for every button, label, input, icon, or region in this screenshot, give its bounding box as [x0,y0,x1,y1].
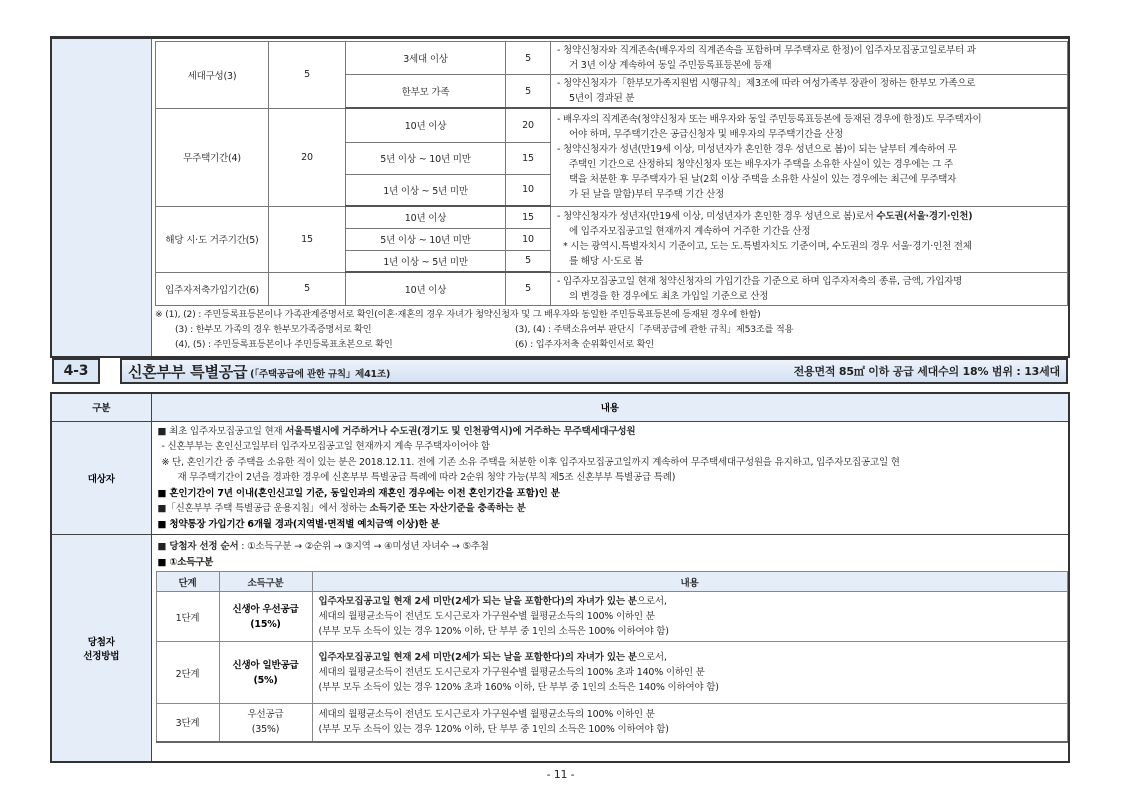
condition: 10년 이상 [346,206,506,228]
footnote: (4), (5) : 주민등록표등본이나 주민등록표초본으로 확인 [175,338,393,350]
section-title-bar [120,358,1068,384]
section-supply-info: 전용면적 85㎡ 이하 공급 세대수의 18% 범위 : 13세대 [793,365,1060,378]
section-subtitle: (「주택공급에 관한 규칙」제41조) [250,368,391,380]
category-column [52,39,152,356]
stage: 2단계 [156,642,219,704]
line: ■ 혼인기간이 7년 이내(혼인신고일 기준, 동일인과의 재혼인 경우에는 이전 혼인기간을 포함)인 분 [157,487,560,499]
label-line: 선정방법 [83,650,120,662]
section-header [52,358,1068,384]
desc-text: - 청약신청자가 성년자(만19세 이상, 미성년자가 혼인한 경우 성년으로 봄)로서 [557,211,877,222]
income-type [219,592,312,642]
row-content [312,592,1067,642]
row-score: 20 [269,108,346,206]
line: 세대의 월평균소득이 전년도 도시근로자 가구원수별 월평균소득의 100% 초과 140% 이하인 분 [318,667,705,678]
scoring-criteria-box [50,36,1070,358]
desc-line: 5년이 경과된 분 [569,93,635,104]
selection-label [51,535,151,762]
header-category: 구분 [51,393,151,421]
line [158,501,1063,517]
page-number: - 11 - [546,768,575,781]
line: (부부 모두 소득이 있는 경우 120% 이하, 단 부부 중 1인의 소득은 100% 이하여야 함) [318,724,669,736]
line [158,424,1063,440]
line: ※ 단, 혼인기간 중 주택을 소유한 적이 있는 분은 2018.12.11. 전에 기존 소유 주택을 처분한 이후 입주자모집공고일까지 계속하여 무주택세대구성원을 유지하고, 입주자모집공고일 현 [161,456,900,468]
line: 세대의 월평균소득이 전년도 도시근로자 가구원수별 월평균소득의 100% 이하인 분 [318,611,655,622]
text: : ①소득구분 → ②순위 → ③지역 → ④미성년 자녀수 → ⑤추첨 [238,541,489,552]
stage: 3단계 [156,704,219,742]
line [154,539,1067,555]
points: 10 [506,228,551,250]
row-label: 해당 시·도 거주기간(5) [156,206,269,272]
label-line: 당첨자 [87,636,115,648]
description [551,108,1068,206]
scoring-content [152,39,1068,356]
income-type [219,642,312,704]
points: 20 [506,108,551,142]
row-score: 15 [269,206,346,272]
eligibility-content [151,421,1069,535]
condition: 10년 이상 [346,108,506,142]
desc-line: - 배우자의 직계존속(청약신청자 또는 배우자와 동일 주민등록표등본에 등재된 경우에 한정)도 무주택자이 [557,114,982,126]
line: ■ 청약통장 가입기간 6개월 경과(지역별·면적별 예치금액 이상)한 분 [157,518,440,530]
selection-content [151,535,1069,762]
col-header: 단계 [156,572,219,592]
text: 으로서, [636,596,667,607]
desc-line: - 청약신청자와 직계존속(배우자의 직계존속을 포함하며 무주택자로 한정)이 입주자모집공고일로부터 과 [557,45,976,56]
table-row [156,642,1067,704]
newlywed-table [50,392,1070,763]
line: - 신혼부부는 혼인신고일부터 입주자모집공고일 현재까지 계속 무주택자이어야 함 [161,441,490,452]
condition: 한부모 가족 [346,75,506,109]
line: ■ ①소득구분 [157,557,214,568]
desc-line: * 시는 광역시.특별자치시 기준이고, 도는 도.특별자치도 기준이며, 수도권의 경우 서울·경기·인천 전체 [563,241,972,252]
row-content [312,642,1067,704]
stage: 1단계 [156,592,219,642]
row-label: 세대구성(3) [156,42,269,109]
row-score: 5 [269,42,346,109]
type-name: 신생아 일반공급 [232,659,299,671]
condition: 5년 이상 ~ 10년 미만 [346,142,506,174]
desc-line: 가 된 날을 말함)부터 무주택 기간 산정 [569,189,725,201]
desc-line: 에 입주자모집공고일 현재까지 계속하여 거주한 기간을 산정 [569,226,811,237]
points: 5 [506,42,551,75]
type-name: 신생아 우선공급 [232,603,299,615]
condition: 1년 이상 ~ 5년 미만 [346,174,506,206]
condition: 3세대 이상 [346,42,506,75]
table-row [156,704,1067,742]
income-type [219,704,312,742]
points: 15 [506,206,551,228]
bold-text: 입주자모집공고일 현재 2세 미만(2세가 되는 날을 포함한다)의 자녀가 있는 분 [318,652,637,663]
desc-line: 거 3년 이상 계속하여 동일 주민등록표등본에 등재 [569,60,772,71]
desc-line: 를 해당 시·도로 봄 [569,256,644,267]
type-percent: (5%) [253,674,278,686]
desc-line: 의 변경을 한 경우에도 최초 가입일 기준으로 산정 [569,290,769,302]
footnote: (6) : 입주자저축 순위확인서로 확인 [515,338,654,350]
desc-line: 택을 처분한 후 무주택자가 된 날(2회 이상 주택을 소유한 사실이 있는 경우에는 최근에 무주택자 [569,174,957,186]
line: 재 무주택기간이 2년을 경과한 경우에 신혼부부 특별공급 특례에 따라 2순위 청약 가능(부칙 제5조 신혼부부 특별공급 특례) [177,472,676,483]
desc-line: - 청약신청자가 성년(만19세 이상, 미성년자가 혼인한 경우 성년으로 봄)이 되는 날부터 계속하여 무 [557,144,957,156]
description [551,42,1068,75]
bold-text: 서울특별시에 거주하거나 수도권(경기도 및 인천광역시)에 거주하는 무주택세대구성원 [285,425,636,437]
points: 5 [506,250,551,272]
text: ■「신혼부부 주택 특별공급 운용지침」에서 정하는 [157,503,370,514]
points: 15 [506,142,551,174]
bold-text: ■ 당첨자 선정 순서 [157,541,239,552]
points: 10 [506,174,551,206]
description [551,75,1068,109]
desc-line: - 입주자모집공고일 현재 청약신청자의 가입기간을 기준으로 하며 입주자저축의 종류, 금액, 가입자명 [557,275,963,287]
eligibility-label: 대상자 [51,421,151,535]
description [551,272,1068,305]
description [551,206,1068,272]
row-label: 입주자저축가입기간(6) [156,272,269,305]
col-header: 소득구분 [219,572,312,592]
line: (부부 모두 소득이 있는 경우 120% 이하, 단 부부 중 1인의 소득은 100% 이하여야 함) [318,626,669,637]
condition: 1년 이상 ~ 5년 미만 [346,250,506,272]
points: 5 [506,272,551,305]
income-table [156,571,1068,743]
points: 5 [506,75,551,109]
type-name: 우선공급 [247,709,284,721]
text: 으로서, [636,652,667,663]
desc-line [557,209,1061,224]
type-percent: (35%) [251,724,280,736]
footnotes [155,307,1068,352]
bold-text: 소득기준 또는 자산기준을 충족하는 분 [369,503,526,514]
row-content [312,704,1067,742]
table-row [156,592,1067,642]
type-percent: (15%) [250,618,281,630]
section-number: 4-3 [52,358,100,384]
footnote: (3) : 한부모 가족의 경우 한부모가족증명서로 확인 [175,323,372,335]
line: (부부 모두 소득이 있는 경우 120% 초과 160% 이하, 단 부부 중 1인의 소득은 140% 이하여야 함) [318,682,719,693]
desc-line: 주택인 기간으로 산정하되 청약신청자 또는 배우자가 주택을 소유한 사실이 있는 경우에는 그 주 [569,159,953,171]
scoring-table [155,41,1068,306]
line: 세대의 월평균소득이 전년도 도시근로자 가구원수별 월평균소득의 100% 이하인 분 [318,709,655,721]
desc-bold: 수도권(서울·경기·인천) [876,211,973,222]
section-title: 신혼부부 특별공급 [128,362,248,381]
row-label: 무주택기간(4) [156,108,269,206]
desc-line: - 청약신청자가「한부모가족지원법 시행규칙」제3조에 따라 여성가족부 장관이 정하는 한부모 가족으로 [557,78,976,89]
footnote: ※ (1), (2) : 주민등록표등본이나 가족관계증명서로 확인(이혼·재혼의 경우 자녀가 청약신청자 및 그 배우자와 동일한 주민등록표등본에 등재된 경우에 한함) [155,308,761,320]
condition: 5년 이상 ~ 10년 미만 [346,228,506,250]
desc-line: 어야 하며, 무주택기간은 공급신청자 및 배우자의 무주택기간을 산정 [569,129,843,141]
bold-text: 입주자모집공고일 현재 2세 미만(2세가 되는 날을 포함한다)의 자녀가 있는 분 [318,596,637,607]
row-score: 5 [269,272,346,305]
footnote: (3), (4) : 주택소유여부 판단시「주택공급에 관한 규칙」제53조를 적용 [515,323,794,335]
condition: 10년 이상 [346,272,506,305]
text: ■ 최초 입주자모집공고일 현재 [157,425,286,437]
col-header: 내용 [312,572,1067,592]
header-content: 내용 [151,393,1069,421]
